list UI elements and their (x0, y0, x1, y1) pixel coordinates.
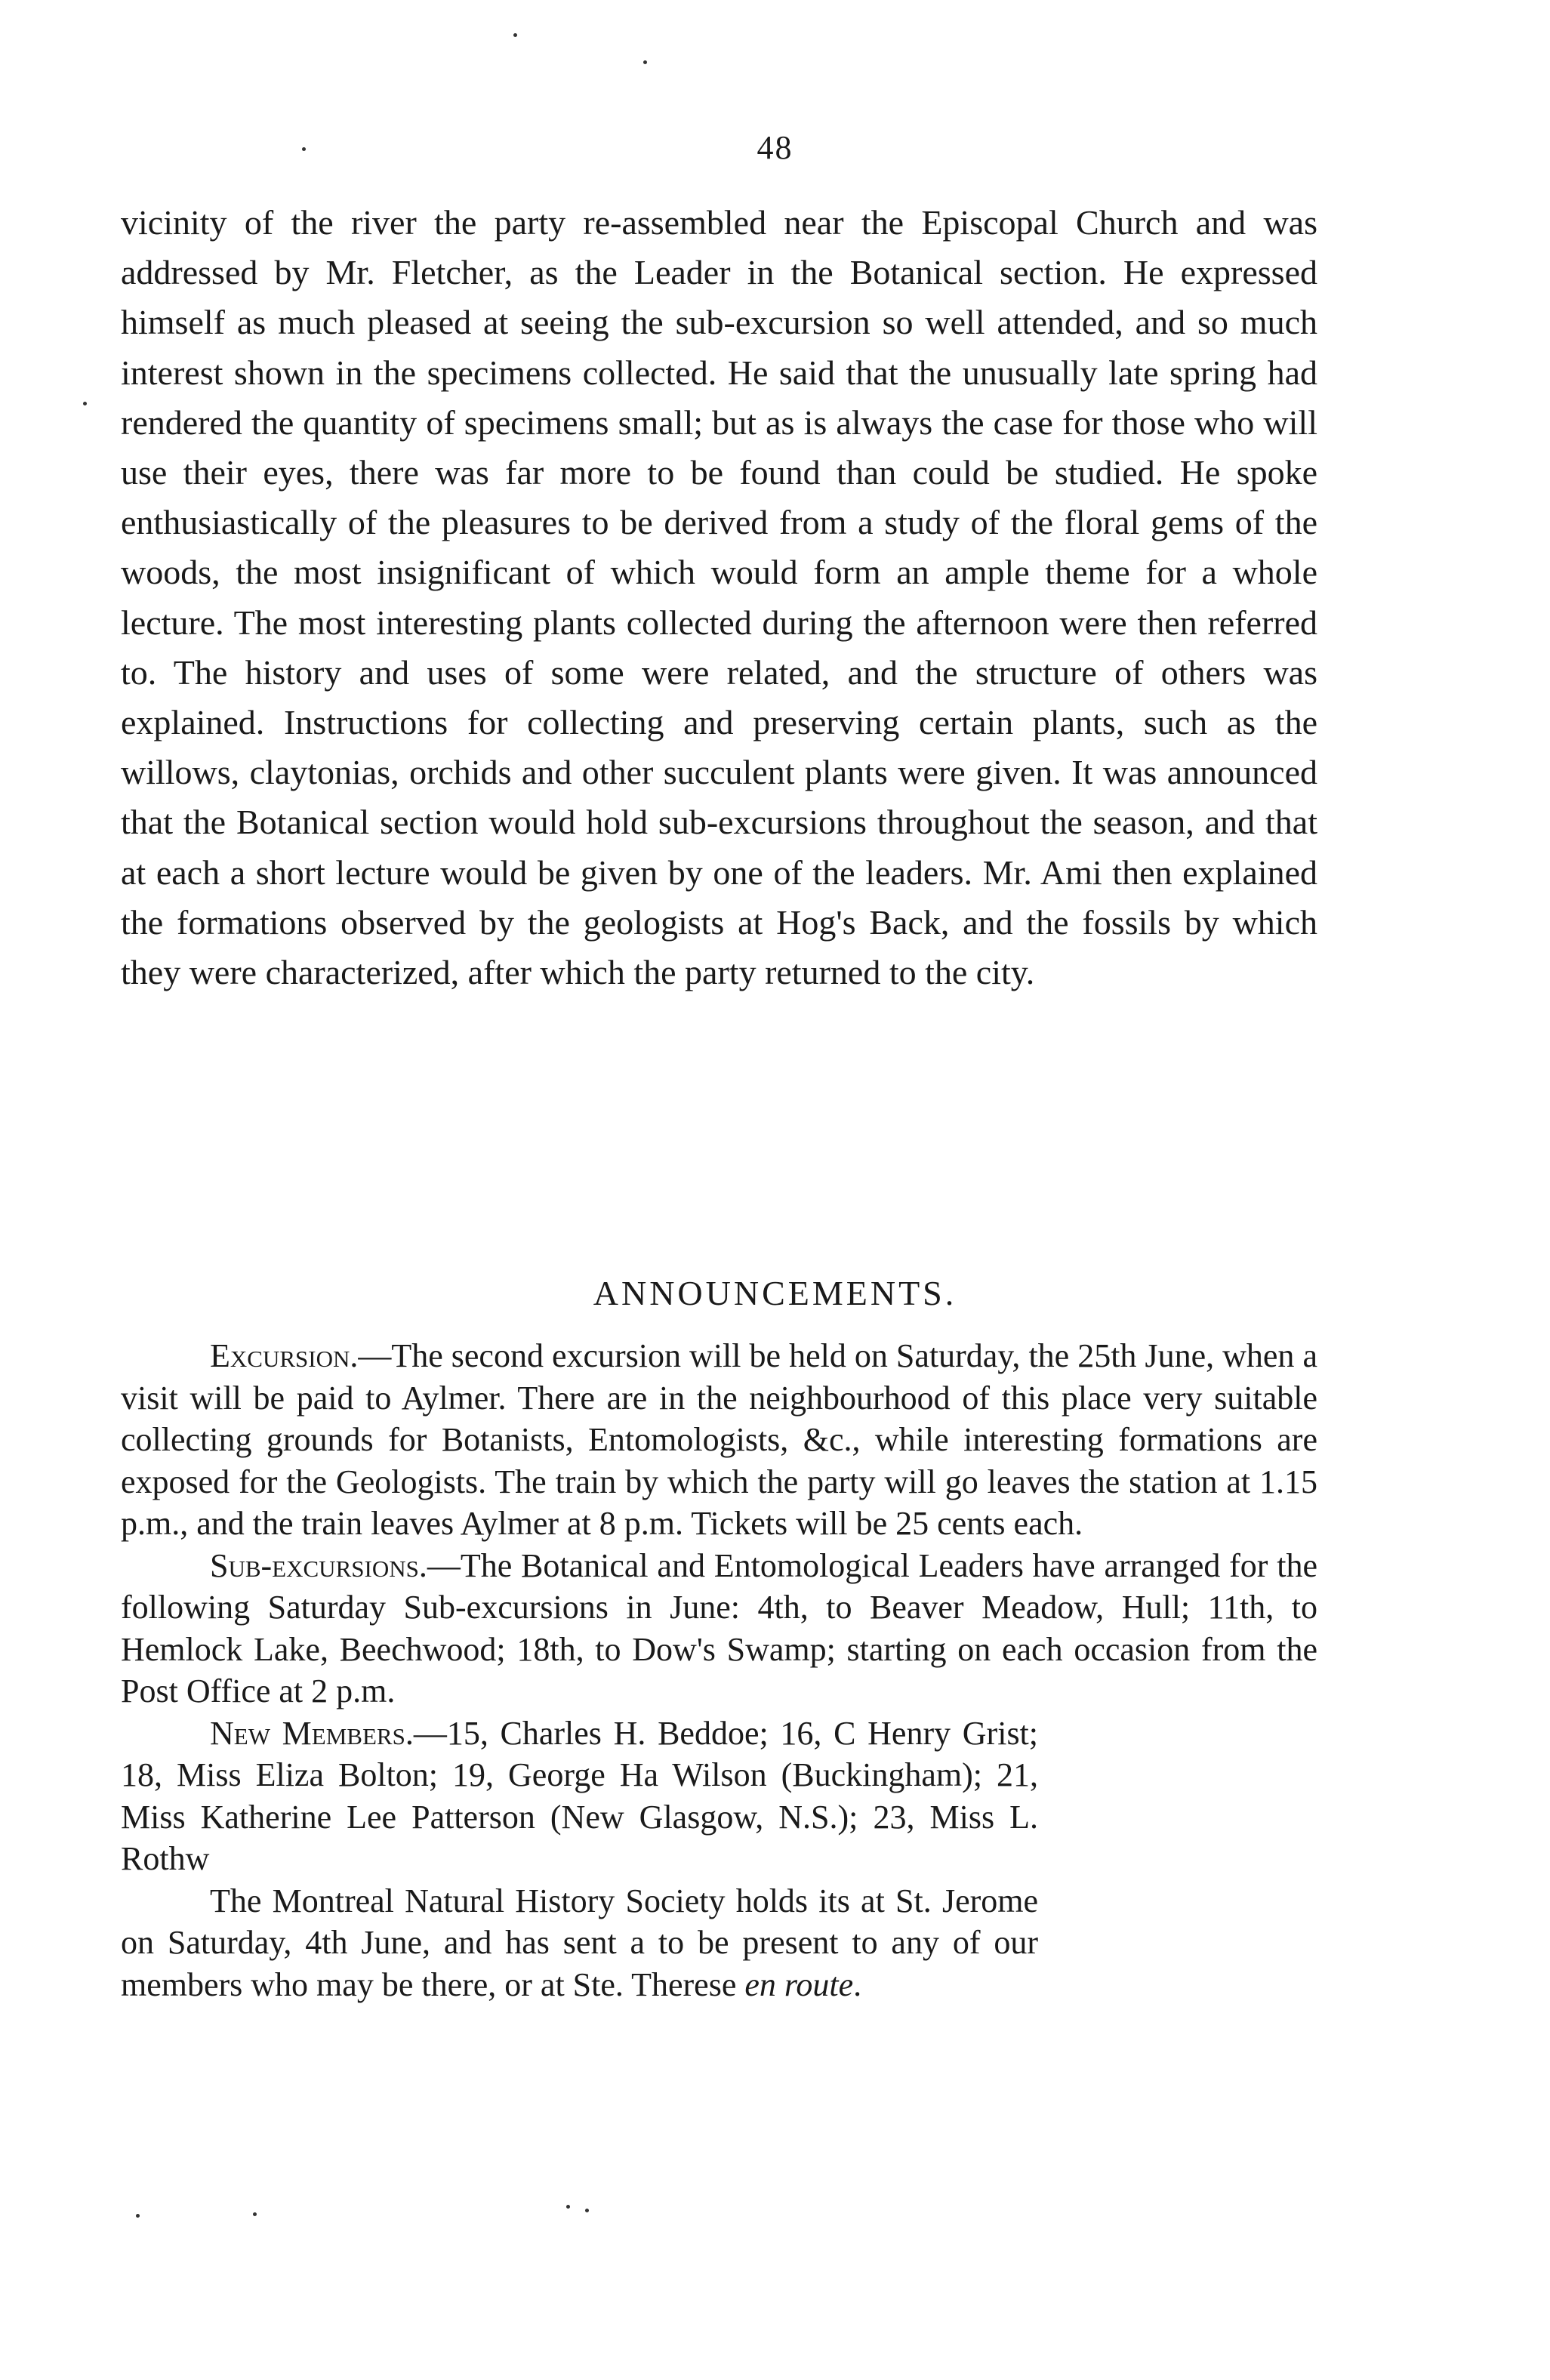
sub-excursions-paragraph (121, 1545, 1317, 1713)
body-paragraph: vicinity of the river the party re-assembled near the Episcopal Church and was addressed by Mr. Fletcher, as the Leader in the Botanical section. He expressed himself as much pleased at seeing the sub-excursion so well attended, and so much interest shown in the specimens collected. He said that the unusually late spring had rendered the quantity of specimens small; but as is always the case for those who will use their eyes, there was far more to be found than could be studied. He spoke enthusiastically of the pleasures to be derived from a study of the floral gems of the woods, the most insignificant of which would form an ample theme for a whole lecture. The most interesting plants collected during the afternoon were then referred to. The history and uses of some were related, and the structure of others was explained. Instructions for collecting and preserving certain plants, such as the willows, claytonias, orchids and other succulent plants were given. It was announced that the Botanical section would hold sub-excursions throughout the season, and that at each a short lecture would be given by one of the leaders. Mr. Ami then explained the formations observed by the geologists at Hog's Back, and the fossils by which they were characterized, after which the party returned to the city. (121, 203, 1317, 992)
new-members-paragraph (121, 1713, 1038, 1880)
announcements-section (121, 1335, 1317, 2005)
scan-speck (513, 33, 517, 37)
scan-speck (83, 402, 87, 405)
scan-speck (643, 60, 647, 64)
new-members-label: New Members. (210, 1714, 414, 1752)
scan-speck (585, 2209, 589, 2212)
new-members-text: —15, Charles H. Beddoe; 16, C Henry Grist; 18, Miss Eliza Bolton; 19, George Ha Wilson (Buckingham); 21, Miss Katherine Lee Patterson (New Glasgow, N.S.); 23, Miss L. Rothw (121, 1714, 1039, 1877)
excursion-label: Excursion. (210, 1337, 359, 1374)
page-number: 48 (757, 129, 793, 166)
scan-speck (302, 147, 306, 151)
sub-excursions-label: Sub-excursions. (210, 1546, 427, 1584)
scan-speck (136, 2214, 140, 2218)
montreal-text: The Montreal Natural History Society holds its at St. Jerome on Saturday, 4th June, and has sent a to be present to any of our members who may be there, or at Ste. Therese (121, 1882, 1038, 2003)
montreal-paragraph (121, 1880, 1038, 2006)
body-text (121, 198, 1317, 997)
excursion-text: —The second excursion will be held on Saturday, the 25th June, when a visit will be paid to Aylmer. There are in the neighbourhood of this place very suitable collecting grounds for Botanists, Entomologists, &c., while interesting formations are exposed for the Geologists. The train by which the party will go leaves the station at 1.15 p.m., and the train leaves Aylmer at 8 p.m. Tickets will be 25 cents each. (121, 1337, 1317, 1542)
montreal-text-end: . (853, 1965, 862, 2003)
excursion-paragraph (121, 1335, 1317, 1545)
announcements-heading: ANNOUNCEMENTS. (593, 1274, 957, 1312)
scan-speck (253, 2212, 257, 2216)
scan-speck (566, 2205, 570, 2209)
sub-excursions-text: —The Botanical and Entomological Leaders have arranged for the following Saturday Sub-excursions in June: 4th, to Beaver Meadow, Hull; 11th, to Hemlock Lake, Beechwood; 18th, to Dow's Swamp; starting on each occasion from the Post Office at 2 p.m. (121, 1546, 1317, 1709)
montreal-italic: en route (744, 1965, 854, 2003)
